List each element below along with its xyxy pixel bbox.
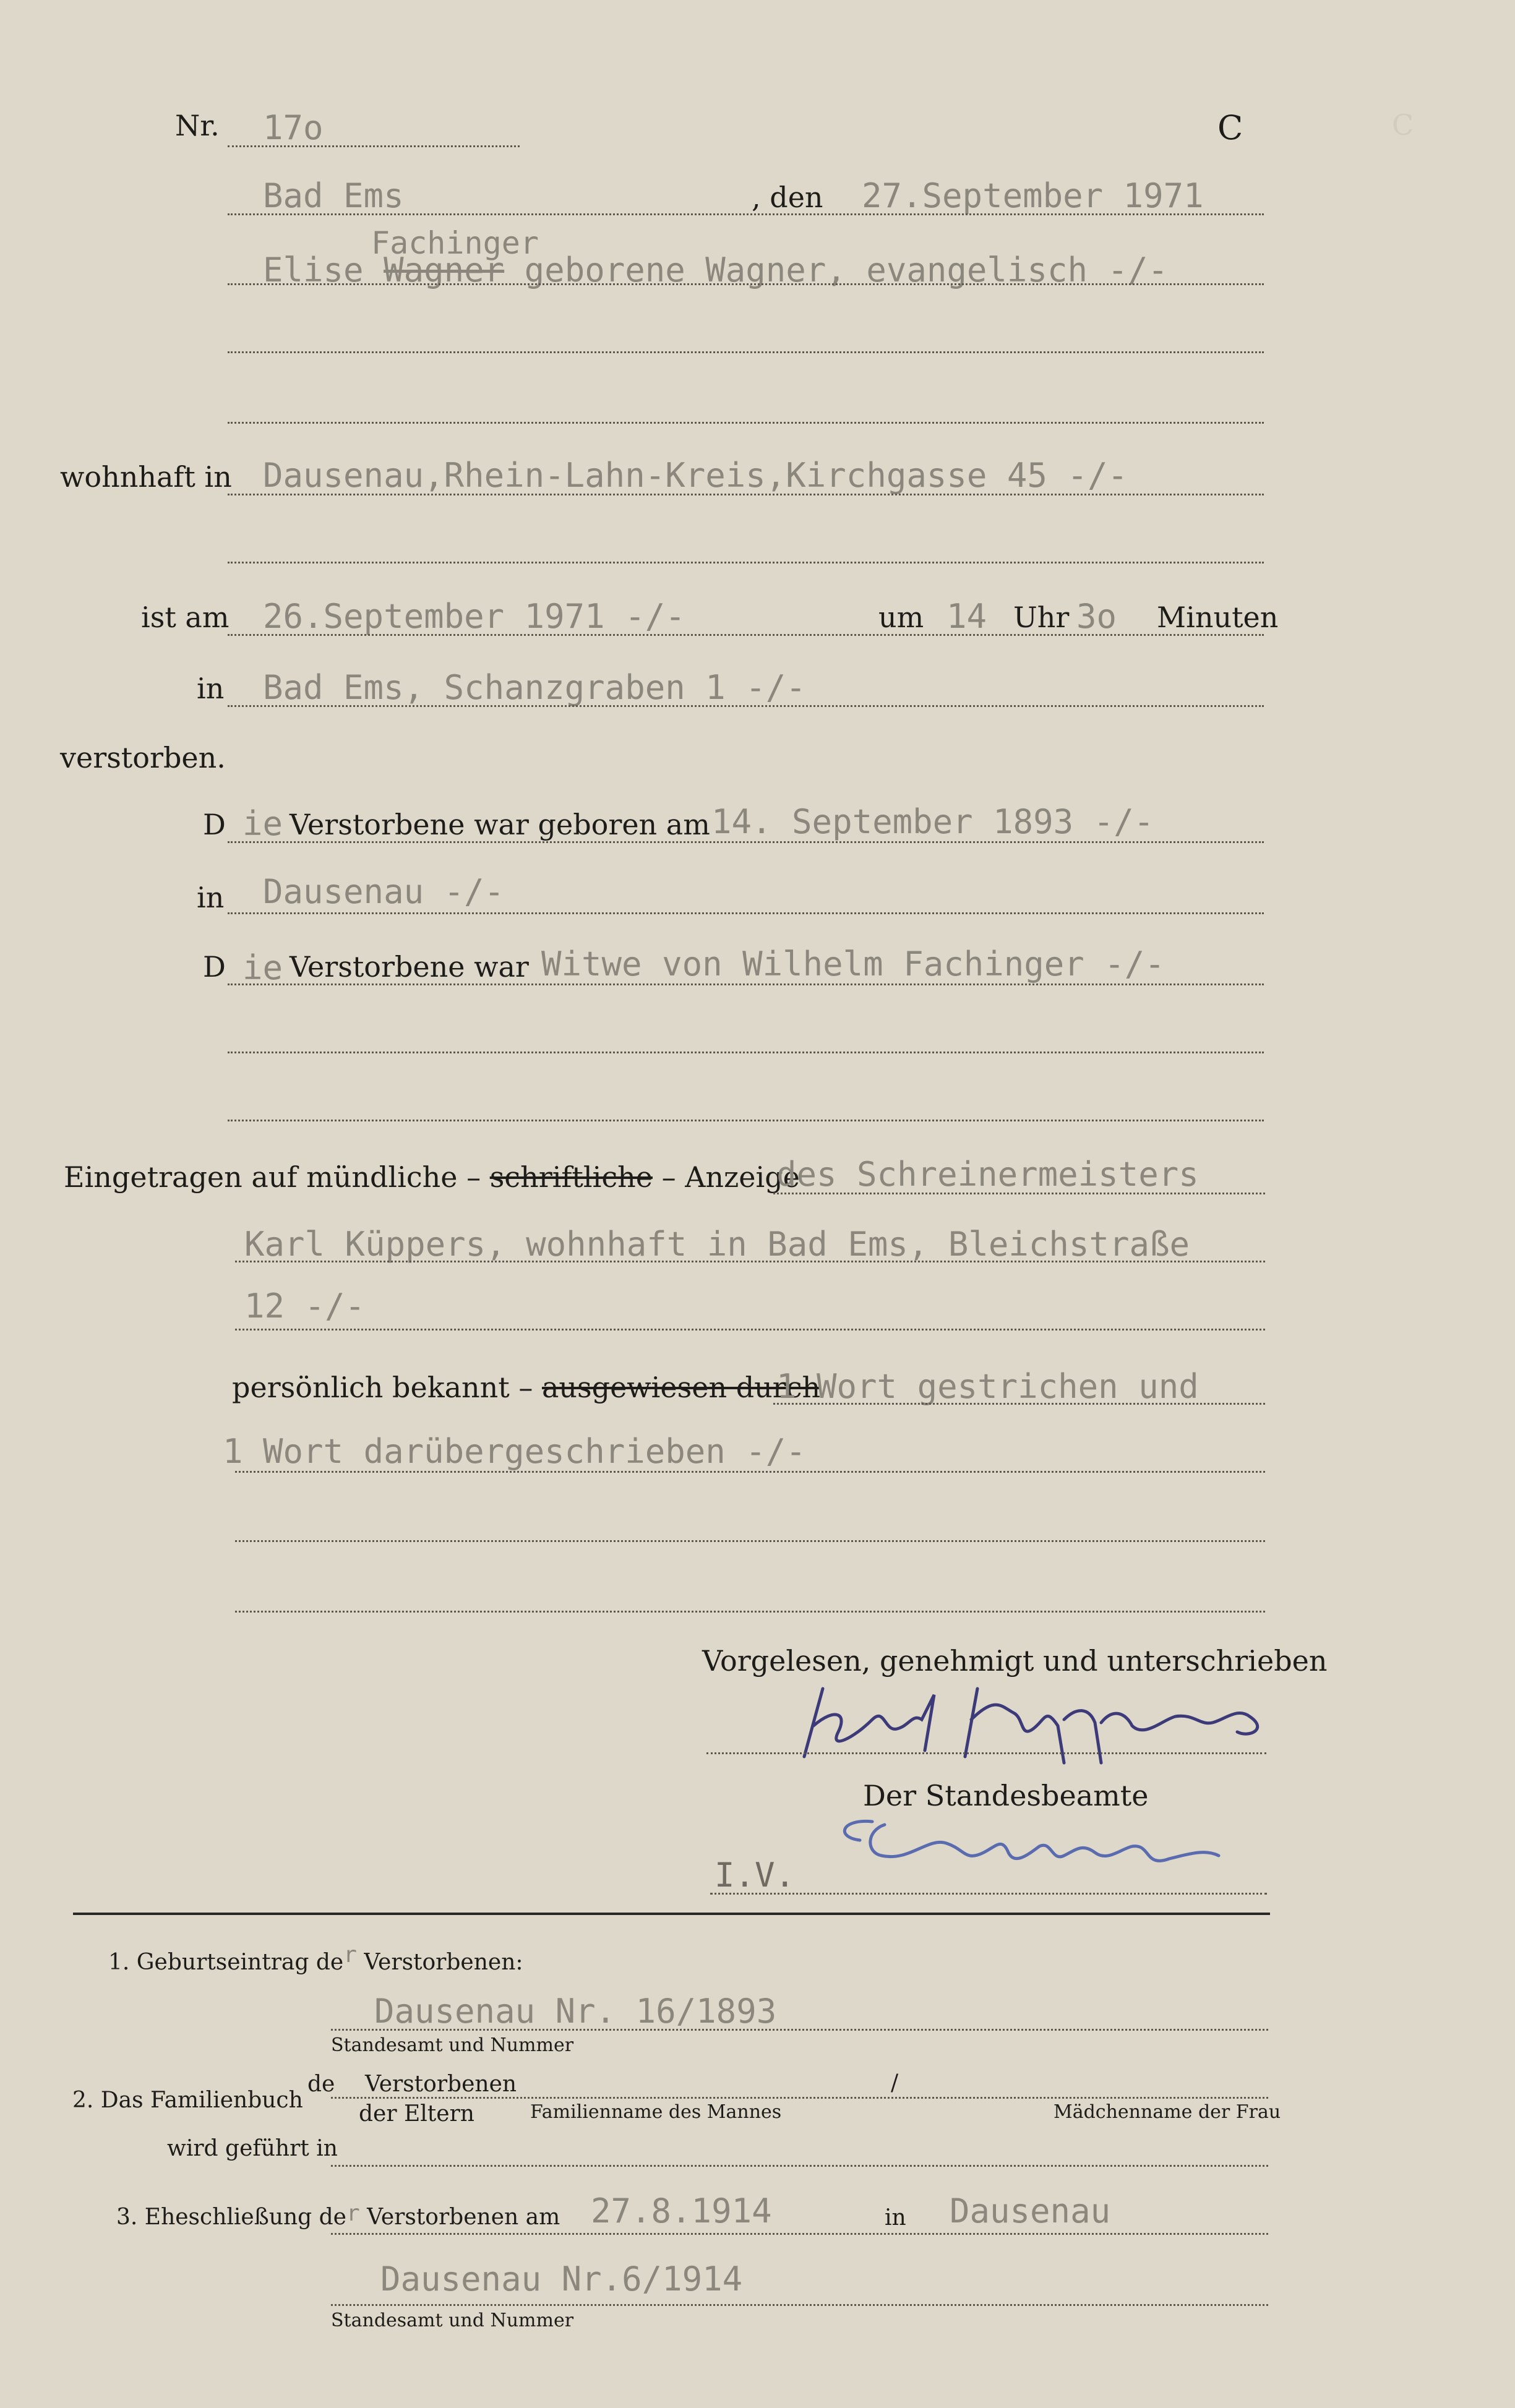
known-line (773, 1403, 1265, 1405)
registrar-signature-line (710, 1893, 1267, 1895)
blank-line-6 (235, 1540, 1265, 1542)
status-ie: ie (242, 948, 283, 987)
nr-label: Nr. (175, 109, 220, 142)
divider-rule (73, 1913, 1270, 1915)
footer-item2-verstorbenen: Verstorbenen (365, 2072, 517, 2097)
form-letter: C (1217, 108, 1243, 147)
footer-item2-slash: / (891, 2070, 899, 2096)
struck-schriftliche: schriftliche (489, 1160, 653, 1194)
name-rest: geborene Wagner, evangelisch -/- (524, 251, 1169, 289)
informant-signature-line (706, 1752, 1266, 1754)
footer-item3-date: 27.8.1914 (591, 2192, 772, 2230)
footer-item3-value: Dausenau Nr.6/1914 (380, 2260, 743, 2299)
status-value: Witwe von Wilhelm Fachinger -/- (541, 945, 1165, 983)
registration-value-3: 12 -/- (244, 1287, 366, 1326)
bleed-through: C (1392, 108, 1414, 142)
death-date-line (228, 634, 1264, 636)
residence-value: Dausenau,Rhein-Lahn-Kreis,Kirchgasse 45 -/- (263, 456, 1128, 495)
name-line (228, 283, 1264, 285)
footer-item1-label: 1. Geburtseintrag der Verstorbenen: (108, 1942, 523, 1975)
footer-item2-maedchen: Mädchenname der Frau (1054, 2101, 1281, 2123)
place-date-line (228, 213, 1264, 215)
den-label: , den (752, 181, 823, 214)
um-label: um (878, 601, 924, 634)
iv-label: I.V. (715, 1856, 796, 1895)
note-line-1: 1 Wort gestrichen und (776, 1367, 1199, 1406)
note-line-2: 1 Wort darübergeschrieben -/- (223, 1432, 806, 1471)
birth-place-value: Dausenau -/- (263, 872, 505, 911)
birth-d-label: D (203, 808, 226, 841)
death-date-label: ist am (141, 601, 230, 634)
status-label: Verstorbene war (290, 950, 529, 983)
footer-item1-value: Dausenau Nr. 16/1893 (374, 1992, 777, 2031)
registration-value-1: des Schreinermeisters (776, 1155, 1199, 1194)
registration-label: Eingetragen auf mündliche – schriftliche – Anzeige (64, 1160, 800, 1194)
minuten-label: Minuten (1157, 601, 1279, 634)
blank-line-1 (228, 351, 1264, 353)
blank-line-3 (228, 562, 1264, 563)
footer-item3-place: Dausenau (950, 2192, 1111, 2230)
registration-line-1 (773, 1193, 1265, 1194)
nr-line (228, 145, 520, 147)
residence-line (228, 494, 1264, 495)
death-date-value: 26.September 1971 -/- (263, 597, 685, 636)
footer-item3-line (331, 2233, 1268, 2235)
death-place-line (228, 705, 1264, 707)
registration-value-2: Karl Küppers, wohnhaft in Bad Ems, Bleichstraße (244, 1225, 1190, 1264)
footer-item2-gefuehrt: wird geführt in (167, 2136, 338, 2161)
struck-surname: Wagner (384, 251, 505, 289)
birth-place-label: in (197, 881, 225, 914)
footer-item3-line-2 (331, 2304, 1268, 2306)
footer-standesamt-2: Standesamt und Nummer (331, 2310, 574, 2331)
footer-standesamt-1: Standesamt und Nummer (331, 2034, 574, 2056)
verstorben-label: verstorben. (60, 741, 226, 774)
footer-item2-line (331, 2097, 1268, 2099)
registrar-label: Der Standesbeamte (863, 1779, 1149, 1812)
note-line (235, 1471, 1265, 1473)
blank-line-2 (228, 422, 1264, 424)
footer-item2-label: 2. Das Familienbuch (72, 2088, 303, 2113)
date-value: 27.September 1971 (862, 176, 1204, 215)
informant-signature (779, 1670, 1281, 1769)
footer-item1-line (331, 2029, 1268, 2031)
blank-line-5 (228, 1120, 1264, 1121)
blank-line-4 (228, 1052, 1264, 1053)
footer-item2-de: de (307, 2072, 335, 2097)
footer-item2-line-2 (331, 2165, 1268, 2167)
footer-item3-label: 3. Eheschließung der Verstorbenen am (116, 2201, 560, 2230)
uhr-label: Uhr (1013, 601, 1070, 634)
known-label: persönlich bekannt – ausgewiesen durch (232, 1371, 821, 1404)
death-place-label: in (197, 672, 225, 705)
birth-ie: ie (242, 804, 283, 843)
death-place-value: Bad Ems, Schanzgraben 1 -/- (263, 668, 806, 707)
residence-label: wohnhaft in (60, 460, 232, 494)
footer-item3-in: in (885, 2205, 906, 2230)
birth-place-line (228, 912, 1264, 914)
read-approved-label: Vorgelesen, genehmigt und unterschrieben (702, 1644, 1328, 1677)
nr-value: 17o (263, 108, 324, 147)
birth-date-line (228, 841, 1264, 843)
status-d-label: D (203, 950, 226, 983)
death-minutes: 3o (1076, 597, 1117, 636)
registrar-signature (823, 1794, 1243, 1887)
first-name: Elise (263, 251, 364, 289)
birth-label: Verstorbene war geboren am (290, 808, 710, 841)
name-correction: Fachinger (371, 225, 539, 261)
footer-item2-eltern: der Eltern (359, 2101, 474, 2127)
registration-line-3 (235, 1329, 1265, 1330)
footer-item2-fam-mann: Familienname des Mannes (530, 2101, 782, 2123)
birth-date-value: 14. September 1893 -/- (711, 802, 1154, 841)
place-value: Bad Ems (263, 176, 404, 215)
blank-line-7 (235, 1611, 1265, 1613)
status-line (228, 983, 1264, 985)
struck-ausgewiesen: ausgewiesen durch (541, 1371, 821, 1404)
name-value (263, 251, 1169, 289)
death-hour: 14 (946, 597, 987, 636)
registration-line-2 (235, 1261, 1265, 1262)
